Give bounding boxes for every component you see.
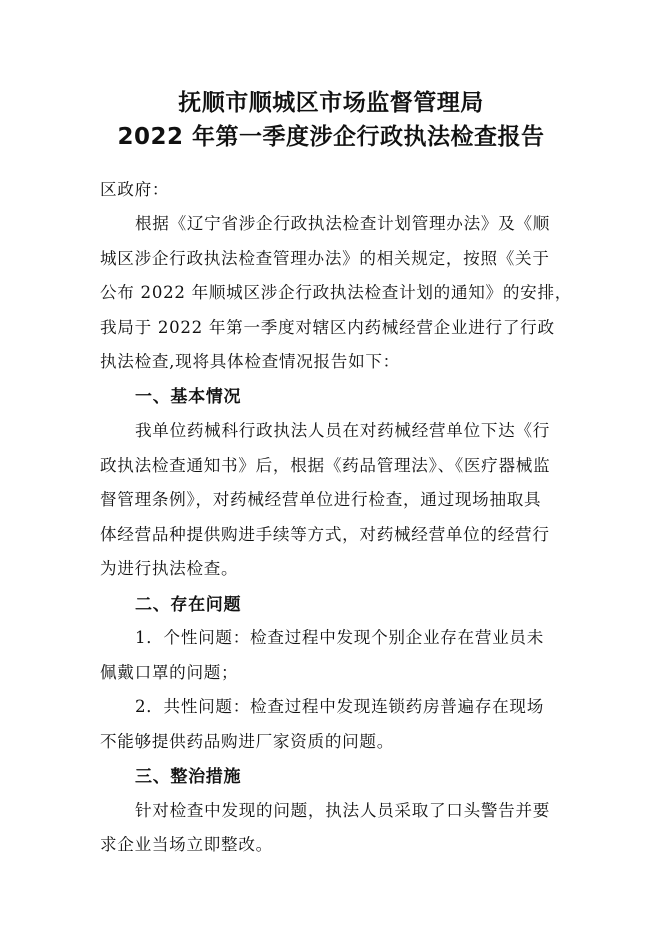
paragraph-line: 我单位药械科行政执法人员在对药械经营单位下达《行 xyxy=(135,421,551,440)
intro-line: 城区涉企行政执法检查管理办法》的相关规定，按照《关于 xyxy=(100,249,550,268)
paragraph-line: 求企业当场立即整改。 xyxy=(100,835,273,854)
paragraph-line: 为进行执法检查。 xyxy=(100,559,239,578)
salutation: 区政府： xyxy=(100,180,170,199)
document-title-line2: 2022 年第一季度涉企行政执法检查报告 xyxy=(117,124,545,150)
document-title-line1: 抚顺市顺城区市场监督管理局 xyxy=(178,90,484,116)
paragraph-line: 体经营品种提供购进手续等方式，对药械经营单位的经营行 xyxy=(100,525,550,544)
section-heading-measures: 三、整治措施 xyxy=(135,767,242,787)
section-heading-basic: 一、基本情况 xyxy=(135,387,242,407)
paragraph-line: 针对检查中发现的问题，执法人员采取了口头警告并要 xyxy=(135,801,551,820)
intro-line: 执法检查,现将具体检查情况报告如下： xyxy=(100,352,400,371)
intro-line: 公布 2022 年顺城区涉企行政执法检查计划的通知》的安排， xyxy=(100,283,573,302)
paragraph-line: 2．共性问题：检查过程中发现连锁药房普遍存在现场 xyxy=(135,697,545,716)
section-heading-problems: 二、存在问题 xyxy=(135,595,242,615)
paragraph-line: 佩戴口罩的问题； xyxy=(100,663,239,682)
paragraph-line: 1．个性问题：检查过程中发现个别企业存在营业员未 xyxy=(135,628,545,647)
intro-line: 根据《辽宁省涉企行政执法检查计划管理办法》及《顺 xyxy=(135,214,551,233)
intro-line: 我局于 2022 年第一季度对辖区内药械经营企业进行了行政 xyxy=(100,318,555,337)
paragraph-line: 政执法检查通知书》后，根据《药品管理法》、《医疗器械监 xyxy=(100,456,551,475)
paragraph-line: 督管理条例》，对药械经营单位进行检查，通过现场抽取具 xyxy=(100,490,542,509)
paragraph-line: 不能够提供药品购进厂家资质的问题。 xyxy=(100,732,394,751)
